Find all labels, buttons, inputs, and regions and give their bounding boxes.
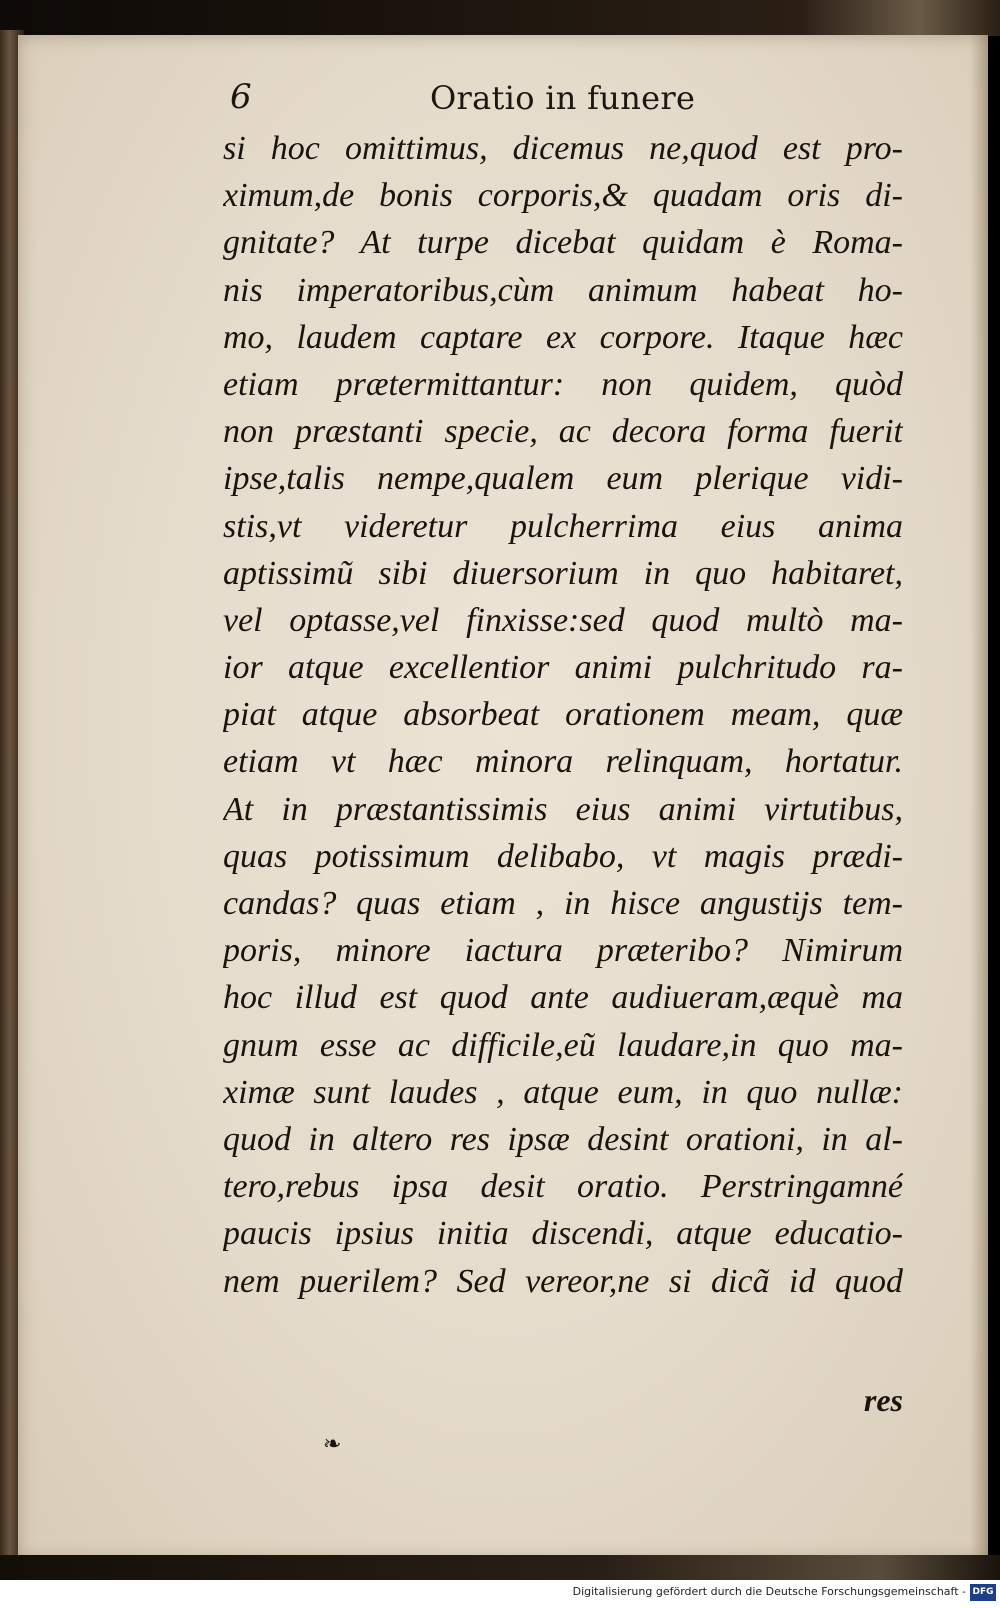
text-line: ximæ sunt laudes , atque eum, in quo nullæ: <box>223 1073 903 1111</box>
book-bottom-edge <box>0 1555 1000 1580</box>
body-text <box>223 125 903 1305</box>
text-line: paucis ipsius initia discendi, atque educatio- <box>223 1215 903 1253</box>
page-header <box>18 77 988 117</box>
text-line: candas? quas etiam , in hisce angustijs tem- <box>223 885 903 922</box>
text-line: gnum esse ac difficile,eũ laudare,in quo ma- <box>223 1026 903 1064</box>
text-line: tero,rebus ipsa desit oratio. Perstringamné <box>223 1168 903 1206</box>
book-page <box>18 35 988 1560</box>
text-line: poris, minore iactura præteribo? Nimirum <box>223 932 903 970</box>
fleuron-ornament: ❧ <box>323 1432 342 1457</box>
running-head: Oratio in funere <box>430 79 696 117</box>
text-line: vel optasse,vel finxisse:sed quod multò ma- <box>223 601 903 639</box>
page-edge-shadow <box>970 35 988 1560</box>
footer-bar <box>0 1580 1000 1608</box>
text-line: ximum,de bonis corporis,& quadam oris di- <box>223 177 903 215</box>
text-line: gnitate? At turpe dicebat quidam è Roma- <box>223 224 903 262</box>
text-line: quas potissimum delibabo, vt magis prædi- <box>223 837 903 875</box>
book-top-edge <box>0 0 1000 36</box>
catchword: res <box>863 1382 903 1418</box>
text-line: piat atque absorbeat orationem meam, quæ <box>223 696 903 734</box>
text-line: aptissimũ sibi diuersorium in quo habitaret, <box>223 554 903 592</box>
text-line: non præstanti specie, ac decora forma fuerit <box>223 413 903 451</box>
text-line: At in præstantissimis eius animi virtutibus, <box>223 790 903 828</box>
catchword-row <box>223 1382 903 1422</box>
dfg-logo-icon: DFG <box>970 1584 996 1601</box>
text-line: nem puerilem? Sed vereor,ne si dicã id quod <box>223 1262 903 1300</box>
text-line: etiam vt hæc minora relinquam, hortatur. <box>223 743 903 781</box>
text-line: stis,vt videretur pulcherrima eius anima <box>223 507 903 545</box>
text-line: quod in altero res ipsæ desint orationi, in al- <box>223 1120 903 1158</box>
text-line: nis imperatoribus,cùm animum habeat ho- <box>223 271 903 309</box>
text-line: mo, laudem captare ex corpore. Itaque hæc <box>223 318 903 356</box>
funding-credit: Digitalisierung gefördert durch die Deutsche Forschungsgemeinschaft - <box>572 1585 966 1598</box>
text-line: ipse,talis nempe,qualem eum plerique vidi- <box>223 460 903 498</box>
text-line: etiam prætermittantur: non quidem, quòd <box>223 365 903 403</box>
page-number: 6 <box>230 77 252 117</box>
text-line: ior atque excellentior animi pulchritudo ra- <box>223 649 903 687</box>
text-line: si hoc omittimus, dicemus ne,quod est pro- <box>223 130 903 167</box>
text-line: hoc illud est quod ante audiueram,æquè ma <box>223 979 903 1017</box>
